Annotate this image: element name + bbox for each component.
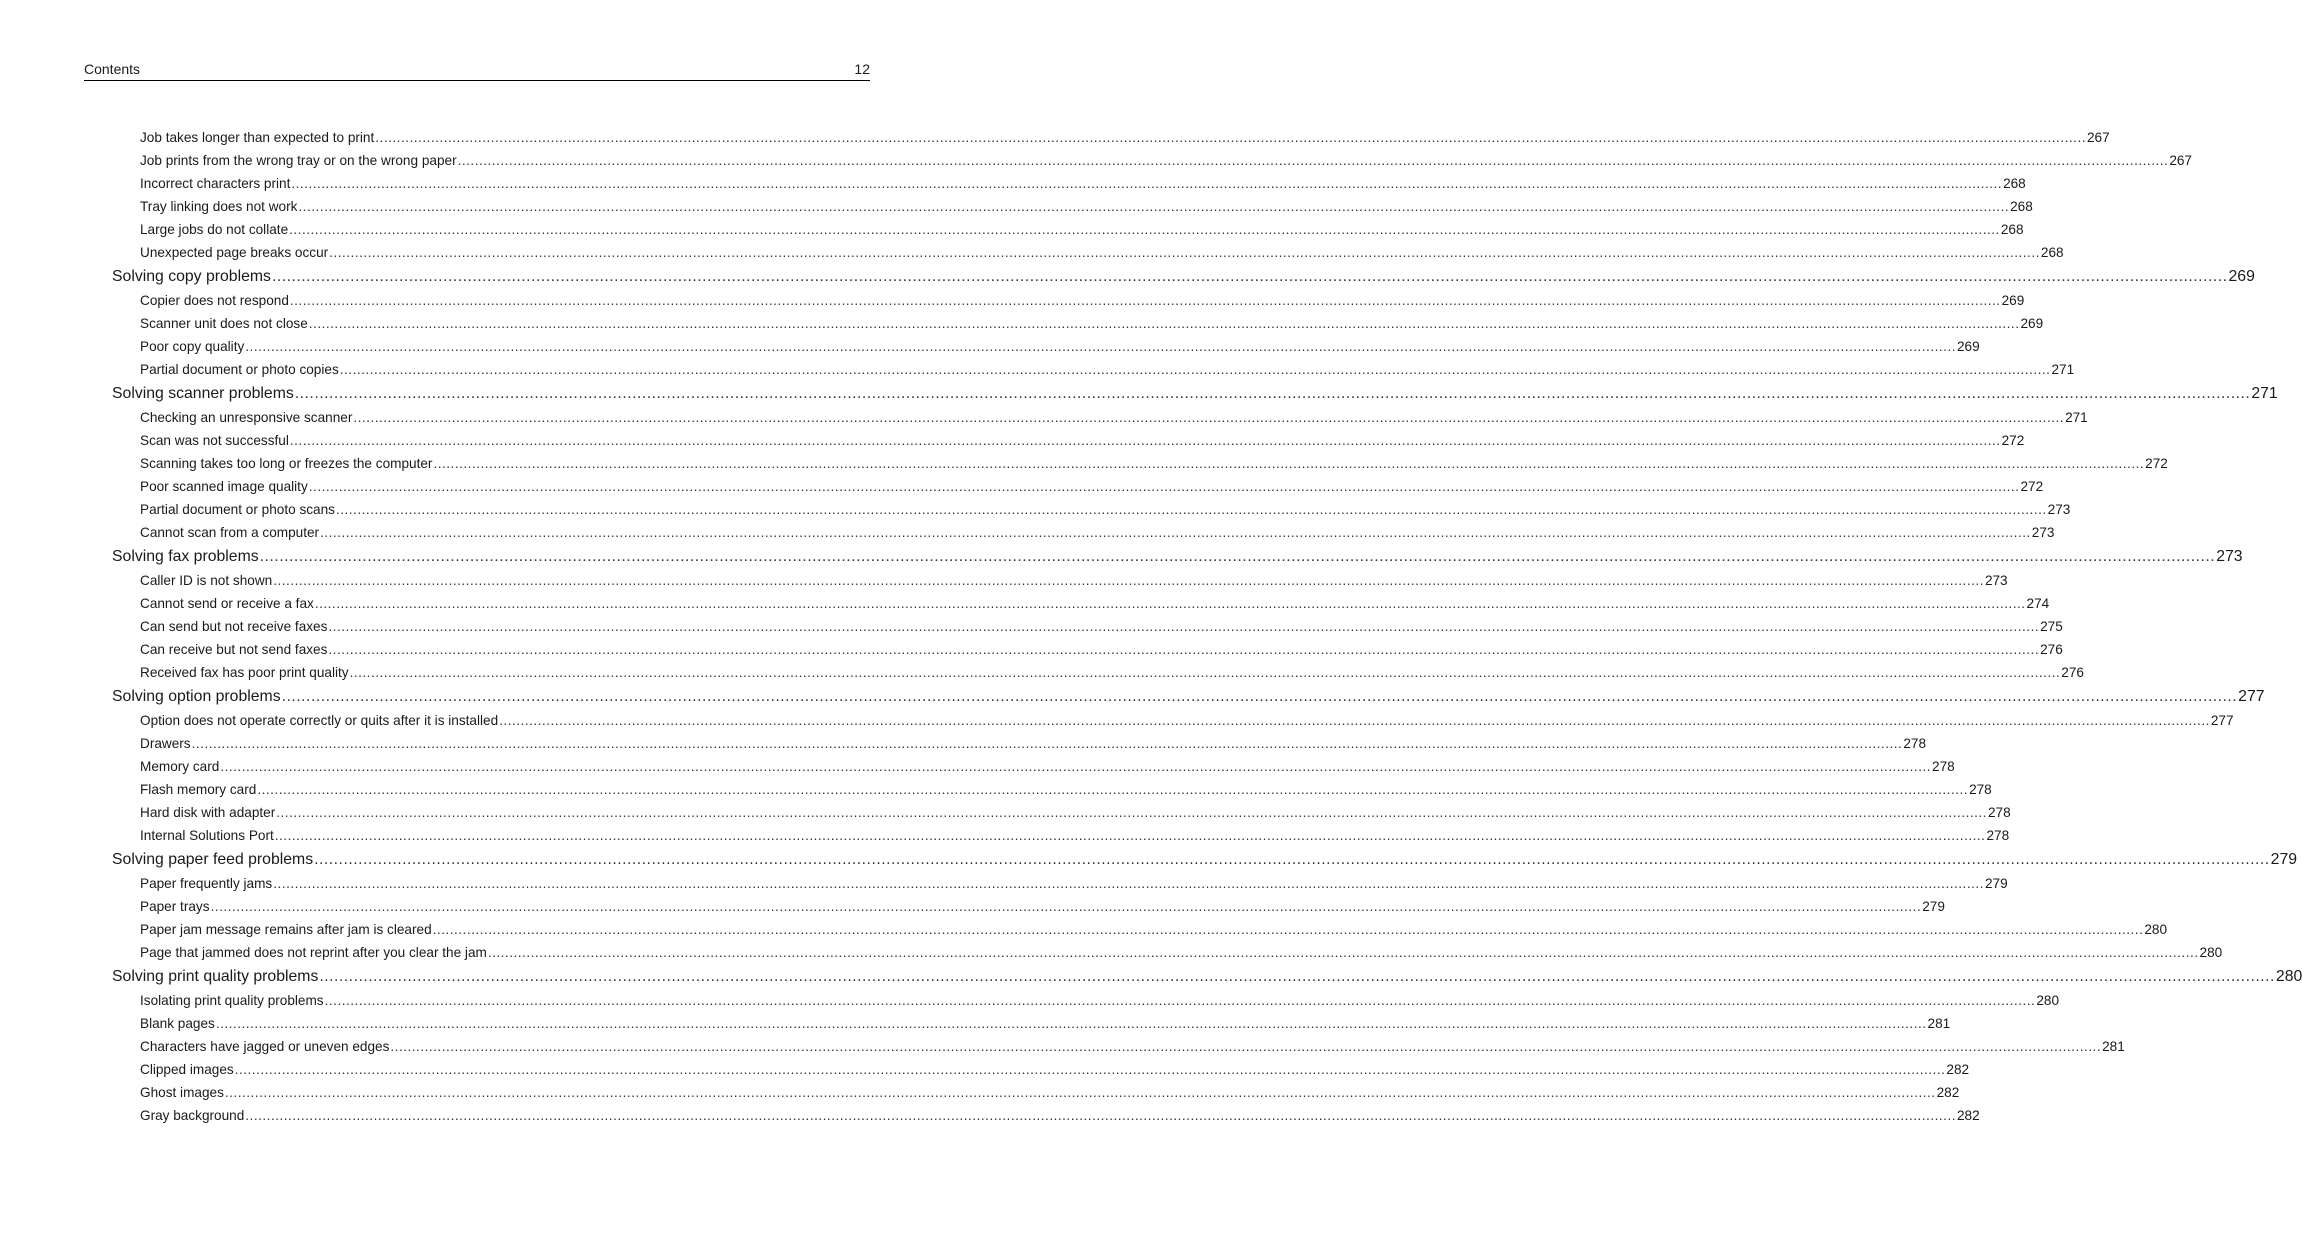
toc-entry[interactable] [140, 149, 2192, 172]
dot-leader: ................................................................................................................................................................................................................................................................................................................................................................................................................ [294, 385, 2251, 402]
toc-entry[interactable] [140, 895, 1945, 918]
toc-entry-page: 277 [2210, 713, 2234, 728]
dot-leader: ................................................................................................................................................................................................................................................................................................................................................................................................................ [224, 1085, 1936, 1100]
header-page-number: 12 [854, 61, 870, 77]
toc-entry[interactable] [140, 569, 2008, 592]
toc-entry-label: Solving scanner problems [112, 385, 294, 402]
toc-entry[interactable] [140, 521, 2055, 544]
toc-entry-page: 276 [2040, 642, 2063, 657]
toc-entry[interactable] [140, 638, 2063, 661]
toc-entry[interactable] [140, 335, 1980, 358]
toc-entry[interactable] [140, 989, 2060, 1012]
dot-leader: ................................................................................................................................................................................................................................................................................................................................................................................................................ [329, 245, 2040, 260]
toc-entry-label: Job takes longer than expected to print [140, 130, 375, 145]
dot-leader: ................................................................................................................................................................................................................................................................................................................................................................................................................ [257, 782, 1969, 797]
dot-leader: ................................................................................................................................................................................................................................................................................................................................................................................................................ [220, 759, 1932, 774]
toc-entry-label: Characters have jagged or uneven edges [140, 1039, 390, 1054]
header-title: Contents [84, 61, 141, 77]
toc-entry-page: 268 [2040, 245, 2064, 260]
dot-leader: ................................................................................................................................................................................................................................................................................................................................................................................................................ [487, 945, 2199, 960]
toc-entry[interactable] [140, 1058, 1970, 1081]
toc-entry-page: 282 [1957, 1108, 1980, 1123]
toc-entry-label: Job prints from the wrong tray or on the wrong paper [140, 153, 457, 168]
toc-entry[interactable] [140, 918, 2168, 941]
dot-leader: ................................................................................................................................................................................................................................................................................................................................................................................................................ [335, 502, 2047, 517]
toc-entry[interactable] [140, 824, 2010, 847]
dot-leader: ................................................................................................................................................................................................................................................................................................................................................................................................................ [349, 665, 2061, 680]
dot-leader: ................................................................................................................................................................................................................................................................................................................................................................................................................ [375, 130, 2086, 145]
dot-leader: ................................................................................................................................................................................................................................................................................................................................................................................................................ [432, 922, 2144, 937]
dot-leader: ................................................................................................................................................................................................................................................................................................................................................................................................................ [353, 410, 2065, 425]
toc-entry-page: 282 [1946, 1062, 1970, 1077]
toc-entry-page: 276 [2061, 665, 2084, 680]
toc-entry-page: 275 [2040, 619, 2063, 634]
toc-entry[interactable] [140, 615, 2063, 638]
toc-entry-page: 272 [2020, 479, 2044, 494]
toc-entry-label: Scanner unit does not close [140, 316, 308, 331]
toc-entry-page: 267 [2169, 153, 2192, 168]
toc-entry[interactable] [140, 241, 2064, 264]
toc-entry-page: 278 [1903, 736, 1927, 751]
dot-leader: ................................................................................................................................................................................................................................................................................................................................................................................................................ [289, 293, 2001, 308]
toc-entry[interactable] [140, 755, 1955, 778]
toc-entry[interactable] [140, 709, 2234, 732]
toc-entry-page: 269 [1957, 339, 1980, 354]
toc-entry-page: 271 [2051, 362, 2075, 377]
toc-entry-page: 267 [2087, 130, 2110, 145]
toc-entry-label: Drawers [140, 736, 191, 751]
dot-leader: ................................................................................................................................................................................................................................................................................................................................................................................................................ [291, 176, 2003, 191]
toc-entry-label: Poor scanned image quality [140, 479, 308, 494]
toc-entry[interactable] [140, 778, 1992, 801]
toc-entry-label: Scan was not successful [140, 433, 289, 448]
toc-entry[interactable] [140, 1012, 1951, 1035]
toc-entry[interactable] [140, 1081, 1960, 1104]
toc-entry-page: 280 [2275, 968, 2302, 985]
toc-entry-page: 274 [2026, 596, 2050, 611]
toc-entry-page: 269 [2001, 293, 2025, 308]
toc-entry-label: Unexpected page breaks occur [140, 245, 329, 260]
toc-entry-page: 278 [1986, 828, 2010, 843]
dot-leader: ................................................................................................................................................................................................................................................................................................................................................................................................................ [234, 1062, 1946, 1077]
toc-entry-page: 280 [2199, 945, 2223, 960]
dot-leader: ................................................................................................................................................................................................................................................................................................................................................................................................................ [433, 456, 2145, 471]
toc-entry[interactable] [140, 732, 1927, 755]
toc-entry-label: Checking an unresponsive scanner [140, 410, 353, 425]
toc-entry[interactable] [140, 126, 2110, 149]
toc-entry-page: 268 [2000, 222, 2024, 237]
toc-entry-page: 279 [1984, 876, 2008, 891]
toc-entry[interactable] [140, 429, 2025, 452]
dot-leader: ................................................................................................................................................................................................................................................................................................................................................................................................................ [328, 619, 2040, 634]
toc-entry-page: 273 [2047, 502, 2071, 517]
dot-leader: ................................................................................................................................................................................................................................................................................................................................................................................................................ [324, 993, 2036, 1008]
toc-entry-label: Incorrect characters print [140, 176, 291, 191]
toc-entry-page: 268 [2010, 199, 2033, 214]
dot-leader: ................................................................................................................................................................................................................................................................................................................................................................................................................ [215, 1016, 1927, 1031]
dot-leader: ................................................................................................................................................................................................................................................................................................................................................................................................................ [289, 222, 2000, 237]
toc-section-entry[interactable] [112, 265, 2255, 289]
table-of-contents [0, 126, 2302, 1127]
toc-entry-label: Caller ID is not shown [140, 573, 273, 588]
toc-entry-label: Scanning takes too long or freezes the computer [140, 456, 433, 471]
toc-entry-page: 281 [1927, 1016, 1951, 1031]
toc-entry-label: Solving fax problems [112, 548, 259, 565]
toc-entry-page: 280 [2036, 993, 2060, 1008]
dot-leader: ................................................................................................................................................................................................................................................................................................................................................................................................................ [289, 433, 2001, 448]
toc-entry[interactable] [140, 289, 2025, 312]
dot-leader: ................................................................................................................................................................................................................................................................................................................................................................................................................ [191, 736, 1903, 751]
dot-leader: ................................................................................................................................................................................................................................................................................................................................................................................................................ [314, 596, 2026, 611]
toc-entry[interactable] [140, 661, 2084, 684]
toc-entry-label: Gray background [140, 1108, 245, 1123]
toc-entry-label: Solving paper feed problems [112, 851, 314, 868]
dot-leader: ................................................................................................................................................................................................................................................................................................................................................................................................................ [457, 153, 2169, 168]
dot-leader: ................................................................................................................................................................................................................................................................................................................................................................................................................ [328, 642, 2040, 657]
toc-section-entry[interactable] [112, 382, 2278, 406]
toc-entry-label: Poor copy quality [140, 339, 245, 354]
toc-entry-page: 269 [2228, 268, 2255, 285]
toc-entry[interactable] [140, 592, 2050, 615]
dot-leader: ................................................................................................................................................................................................................................................................................................................................................................................................................ [274, 828, 1986, 843]
toc-entry[interactable] [140, 172, 2026, 195]
dot-leader: ................................................................................................................................................................................................................................................................................................................................................................................................................ [245, 339, 1956, 354]
toc-entry-label: Paper trays [140, 899, 210, 914]
toc-entry[interactable] [140, 358, 2075, 381]
toc-entry-label: Solving copy problems [112, 268, 271, 285]
toc-entry[interactable] [140, 475, 2044, 498]
toc-entry-page: 271 [2065, 410, 2088, 425]
dot-leader: ................................................................................................................................................................................................................................................................................................................................................................................................................ [499, 713, 2210, 728]
toc-entry-label: Can send but not receive faxes [140, 619, 328, 634]
toc-entry-page: 282 [1936, 1085, 1960, 1100]
toc-entry-page: 268 [2003, 176, 2026, 191]
toc-entry-label: Paper frequently jams [140, 876, 273, 891]
toc-entry[interactable] [140, 872, 2008, 895]
toc-entry-label: Blank pages [140, 1016, 215, 1031]
toc-entry-label: Flash memory card [140, 782, 257, 797]
dot-leader: ................................................................................................................................................................................................................................................................................................................................................................................................................ [298, 199, 2010, 214]
toc-entry-page: 269 [2020, 316, 2044, 331]
dot-leader: ................................................................................................................................................................................................................................................................................................................................................................................................................ [319, 968, 2275, 985]
toc-entry-label: Can receive but not send faxes [140, 642, 328, 657]
toc-entry-label: Solving option problems [112, 688, 281, 705]
toc-entry[interactable] [140, 1104, 1980, 1127]
toc-entry-page: 281 [2102, 1039, 2125, 1054]
toc-entry-label: Internal Solutions Port [140, 828, 274, 843]
toc-entry-page: 272 [2001, 433, 2025, 448]
page-header [84, 60, 870, 81]
dot-leader: ................................................................................................................................................................................................................................................................................................................................................................................................................ [308, 479, 2020, 494]
toc-entry-page: 272 [2145, 456, 2168, 471]
dot-leader: ................................................................................................................................................................................................................................................................................................................................................................................................................ [245, 1108, 1956, 1123]
toc-entry-page: 278 [1932, 759, 1955, 774]
dot-leader: ................................................................................................................................................................................................................................................................................................................................................................................................................ [273, 876, 1984, 891]
toc-entry-label: Isolating print quality problems [140, 993, 324, 1008]
toc-entry-label: Received fax has poor print quality [140, 665, 349, 680]
toc-entry-page: 278 [1987, 805, 2011, 820]
toc-entry[interactable] [140, 406, 2088, 429]
toc-section-entry[interactable] [112, 848, 2298, 872]
toc-entry-label: Tray linking does not work [140, 199, 298, 214]
dot-leader: ................................................................................................................................................................................................................................................................................................................................................................................................................ [390, 1039, 2102, 1054]
toc-entry-page: 273 [2216, 548, 2243, 565]
toc-entry[interactable] [140, 801, 2011, 824]
toc-entry-page: 277 [2238, 688, 2265, 705]
dot-leader: ................................................................................................................................................................................................................................................................................................................................................................................................................ [308, 316, 2020, 331]
toc-entry-label: Page that jammed does not reprint after you clear the jam [140, 945, 487, 960]
dot-leader: ................................................................................................................................................................................................................................................................................................................................................................................................................ [281, 688, 2238, 705]
toc-section-entry[interactable] [112, 545, 2243, 569]
toc-entry-page: 279 [2270, 851, 2298, 868]
dot-leader: ................................................................................................................................................................................................................................................................................................................................................................................................................ [314, 851, 2270, 868]
dot-leader: ................................................................................................................................................................................................................................................................................................................................................................................................................ [259, 548, 2216, 565]
toc-entry[interactable] [140, 195, 2033, 218]
toc-entry-label: Option does not operate correctly or quits after it is installed [140, 713, 499, 728]
toc-entry-page: 279 [1922, 899, 1945, 914]
toc-entry-page: 271 [2251, 385, 2278, 402]
toc-entry-label: Solving print quality problems [112, 968, 319, 985]
toc-entry-label: Memory card [140, 759, 220, 774]
toc-entry-label: Ghost images [140, 1085, 224, 1100]
toc-entry[interactable] [140, 941, 2223, 964]
toc-section-entry[interactable] [112, 685, 2265, 709]
toc-entry[interactable] [140, 218, 2024, 241]
toc-entry[interactable] [140, 498, 2071, 521]
toc-entry[interactable] [140, 452, 2168, 475]
dot-leader: ................................................................................................................................................................................................................................................................................................................................................................................................................ [276, 805, 1987, 820]
toc-entry-label: Cannot scan from a computer [140, 525, 320, 540]
toc-entry[interactable] [140, 1035, 2125, 1058]
toc-entry-label: Partial document or photo copies [140, 362, 339, 377]
dot-leader: ................................................................................................................................................................................................................................................................................................................................................................................................................ [320, 525, 2031, 540]
toc-entry-page: 280 [2144, 922, 2168, 937]
toc-entry-label: Copier does not respond [140, 293, 289, 308]
toc-entry-page: 273 [2031, 525, 2055, 540]
toc-entry-label: Partial document or photo scans [140, 502, 335, 517]
toc-entry-label: Hard disk with adapter [140, 805, 276, 820]
toc-section-entry[interactable] [112, 965, 2302, 989]
dot-leader: ................................................................................................................................................................................................................................................................................................................................................................................................................ [339, 362, 2051, 377]
toc-entry-page: 278 [1969, 782, 1992, 797]
toc-entry-label: Cannot send or receive a fax [140, 596, 314, 611]
dot-leader: ................................................................................................................................................................................................................................................................................................................................................................................................................ [273, 573, 1984, 588]
toc-entry[interactable] [140, 312, 2044, 335]
toc-entry-page: 273 [1984, 573, 2008, 588]
toc-entry-label: Paper jam message remains after jam is cleared [140, 922, 432, 937]
dot-leader: ................................................................................................................................................................................................................................................................................................................................................................................................................ [210, 899, 1922, 914]
toc-entry-label: Clipped images [140, 1062, 234, 1077]
dot-leader: ................................................................................................................................................................................................................................................................................................................................................................................................................ [271, 268, 2228, 285]
toc-entry-label: Large jobs do not collate [140, 222, 289, 237]
